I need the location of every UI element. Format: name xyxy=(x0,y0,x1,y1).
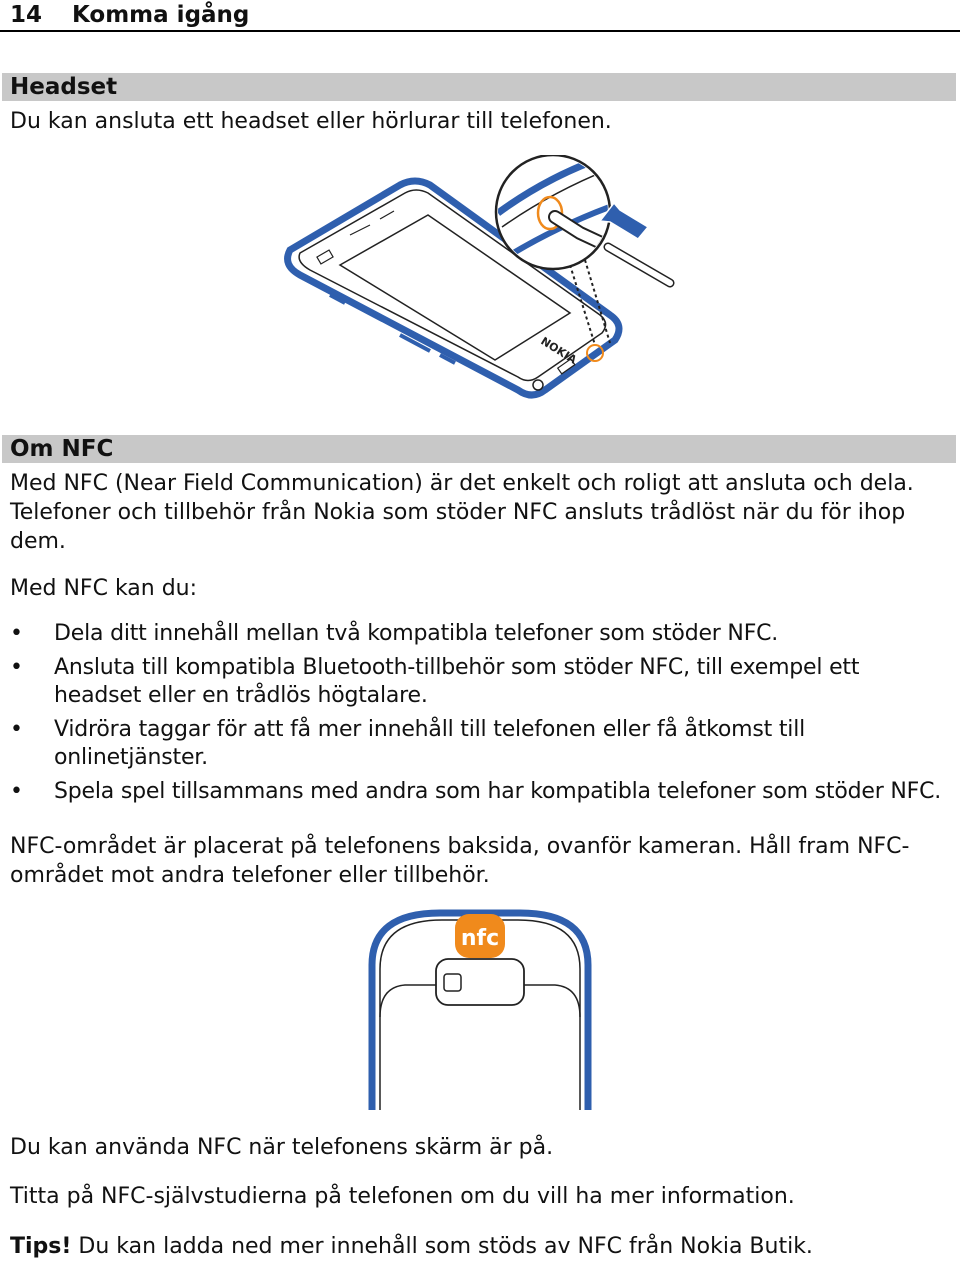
nfc-logo-text: nfc xyxy=(460,926,500,951)
nfc-intro-line2: Telefoner och tillbehör från Nokia som stöder NFC ansluts trådlöst när du för ihop xyxy=(10,500,906,525)
page-number: 14 xyxy=(10,2,43,28)
nfc-tutorials: Titta på NFC-självstudierna på telefonen om du vill ha mer information. xyxy=(10,1184,795,1209)
nfc-intro-line1: Med NFC (Near Field Communication) är det enkelt och roligt att ansluta och dela. xyxy=(10,471,914,496)
headset-illustration xyxy=(270,155,690,415)
list-item: • Ansluta till kompatibla Bluetooth-tillbehör som stöder NFC, till exempel ett headset eller en trådlös högtalare. xyxy=(10,654,950,710)
nfc-area-line1: NFC-området är placerat på telefonens baksida, ovanför kameran. Håll fram NFC- xyxy=(10,834,910,859)
tip-text: Du kan ladda ned mer innehåll som stöds av NFC från Nokia Butik. xyxy=(71,1234,813,1259)
nfc-area-line2: området mot andra telefoner eller tillbehör. xyxy=(10,863,490,888)
camera-module xyxy=(436,959,524,1005)
page-header xyxy=(0,0,960,32)
section-heading-nfc xyxy=(2,435,956,463)
nfc-screen-on: Du kan använda NFC när telefonens skärm är på. xyxy=(10,1135,554,1160)
section-heading-headset xyxy=(2,73,956,101)
headset-text: Du kan ansluta ett headset eller hörlurar till telefonen. xyxy=(10,109,612,134)
phone-brand: NOKIA xyxy=(538,334,579,367)
nfc-intro-line3: dem. xyxy=(10,529,66,554)
list-item: • Vidröra taggar för att få mer innehåll till telefonen eller få åtkomst till onlinetjänster. xyxy=(10,716,950,772)
nfc-heading: Om NFC xyxy=(10,436,114,462)
headset-heading: Headset xyxy=(10,74,118,100)
list-item: • Dela ditt innehåll mellan två kompatibla telefoner som stöder NFC. xyxy=(10,620,950,648)
nfc-can-do: Med NFC kan du: xyxy=(10,576,198,601)
nfc-area-illustration xyxy=(360,905,600,1110)
tip-label: Tips! xyxy=(10,1234,72,1259)
nfc-tip xyxy=(10,1232,813,1261)
nfc-feature-list xyxy=(10,620,950,812)
chapter-title: Komma igång xyxy=(72,2,250,28)
list-item: • Spela spel tillsammans med andra som har kompatibla telefoner som stöder NFC. xyxy=(10,778,950,806)
